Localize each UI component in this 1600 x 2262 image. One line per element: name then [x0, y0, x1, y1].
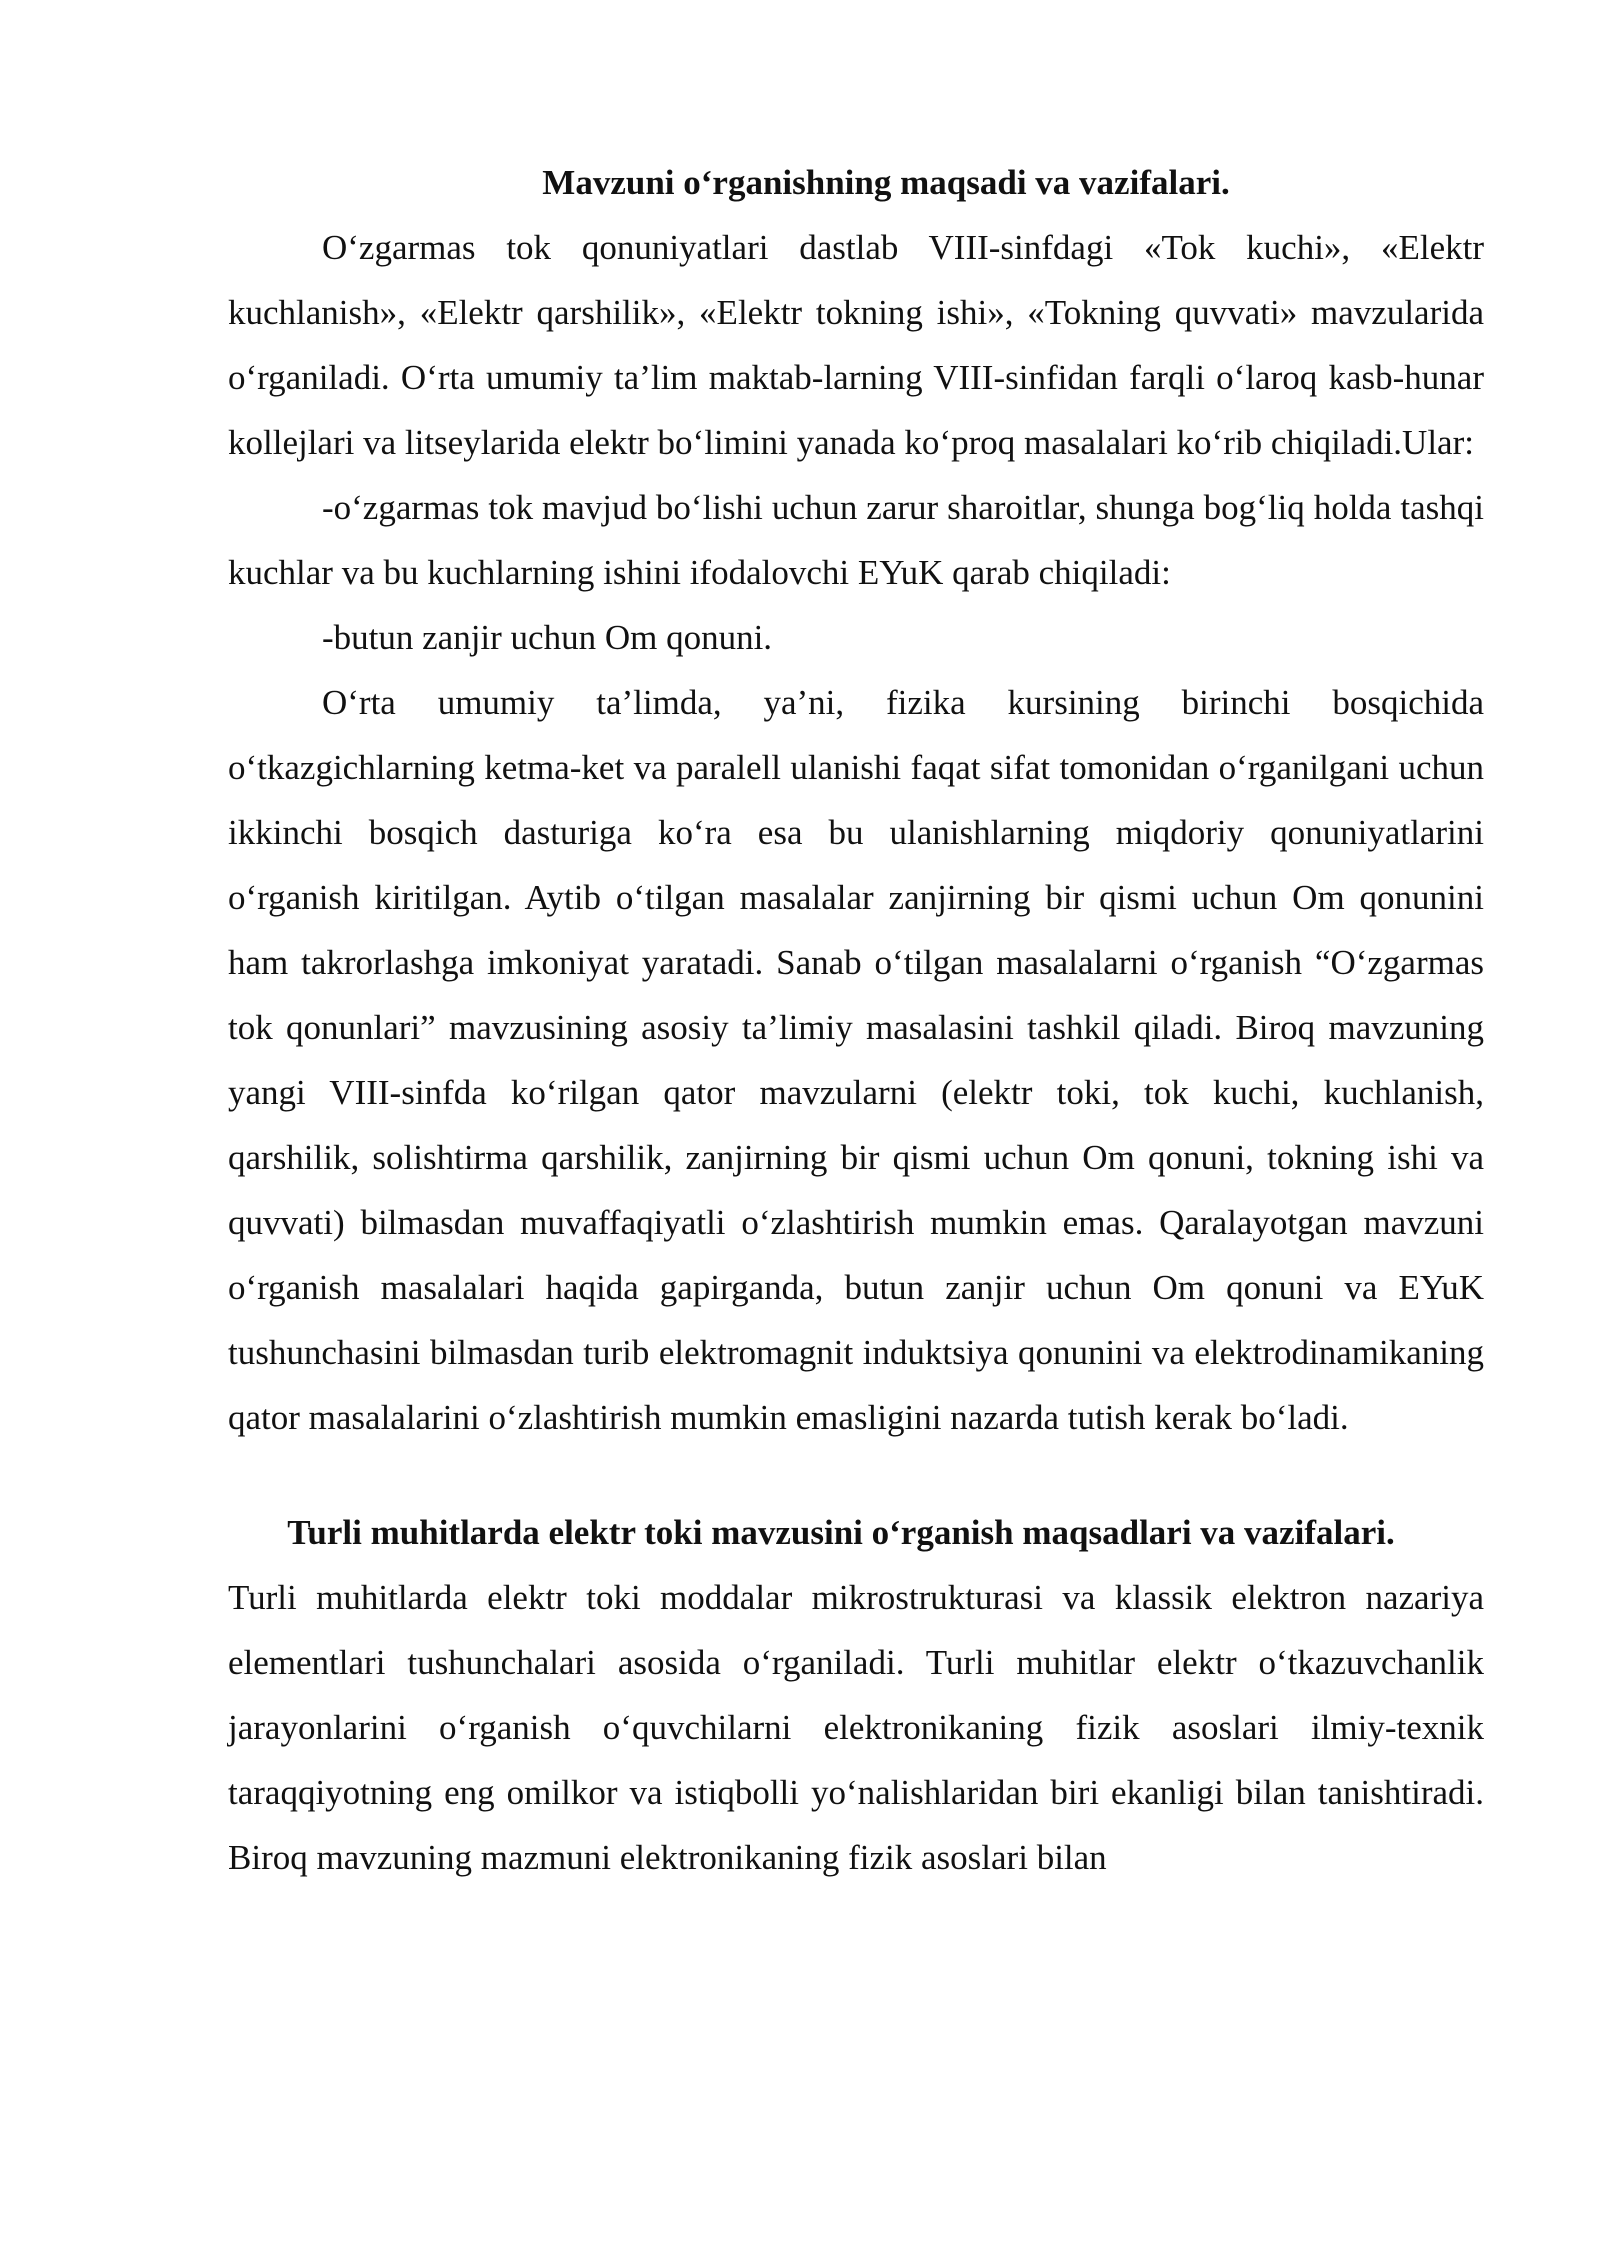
section-1-paragraph-4: O‘rta umumiy ta’limda, ya’ni, fizika kursining birinchi bosqichida o‘tkazgichlarning ketma-ket va paralell ulanishi faqat sifat tomonidan o‘rganilgani uchun ikkinchi bosqich dasturiga ko‘ra esa bu ulanishlarning miqdoriy qonuniyatlarini o‘rganish kiritilgan. Aytib o‘tilgan masalalar zanjirning bir qismi uchun Om qonunini ham takrorlashga imkoniyat yaratadi. Sanab o‘tilgan masalalarni o‘rganish “O‘zgarmas tok qonunlari” mavzusining asosiy ta’limiy masalasini tashkil qiladi. Biroq mavzuning yangi VIII-sinfda ko‘rilgan qator mavzularni (elektr toki, tok kuchi, kuchlanish, qarshilik, solishtirma qarshilik, zanjirning bir qismi uchun Om qonuni, tokning ishi va quvvati) bilmasdan muvaffaqiyatli o‘zlashtirish mumkin emas. Qaralayotgan mavzuni o‘rganish masalalari haqida gapirganda, butun zanjir uchun Om qonuni va EYuK tushunchasini bilmasdan turib elektromagnit induktsiya qonunini va elektrodinamikaning qator masalalarini o‘zlashtirish mumkin emasligini nazarda tutish kerak bo‘ladi. [228, 683, 1484, 1437]
section-2-title: Turli muhitlarda elektr toki mavzusini o‘rganish maqsadlari va vazifalari. [287, 1513, 1395, 1552]
section-1-paragraph-3: -butun zanjir uchun Om qonuni. [322, 618, 773, 657]
document-page [228, 150, 1484, 1890]
section-1-paragraph-2: -o‘zgarmas tok mavjud bo‘lishi uchun zarur sharoitlar, shunga bog‘liq holda tashqi kuchlar va bu kuchlarning ishini ifodalovchi EYuK qarab chiqiladi: [228, 488, 1484, 592]
section-2-paragraph-1: Turli muhitlarda elektr toki moddalar mikrostrukturasi va klassik elektron nazariya elementlari tushunchalari asosida o‘rganiladi. Turli muhitlar elektr o‘tkazuvchanlik jarayonlarini o‘rganish o‘quvchilarni elektronikaning fizik asoslari ilmiy-texnik taraqqiyotning eng omilkor va istiqbolli yo‘nalishlaridan biri ekanligi bilan tanishtiradi. Biroq mavzuning mazmuni elektronikaning fizik asoslari bilan [228, 1578, 1484, 1877]
section-1-paragraph-1: O‘zgarmas tok qonuniyatlari dastlab VIII-sinfdagi «Tok kuchi», «Elektr kuchlanish», «Elektr qarshilik», «Elektr tokning ishi», «Tokning quvvati» mavzularida o‘rganiladi. O‘rta umumiy ta’lim maktab-larning VIII-sinfidan farqli o‘laroq kasb-hunar kollejlari va litseylarida elektr bo‘limini yanada ko‘proq masalalari ko‘rib chiqiladi.Ular: [228, 228, 1484, 462]
section-1-title: Mavzuni o‘rganishning maqsadi va vazifalari. [542, 163, 1230, 202]
